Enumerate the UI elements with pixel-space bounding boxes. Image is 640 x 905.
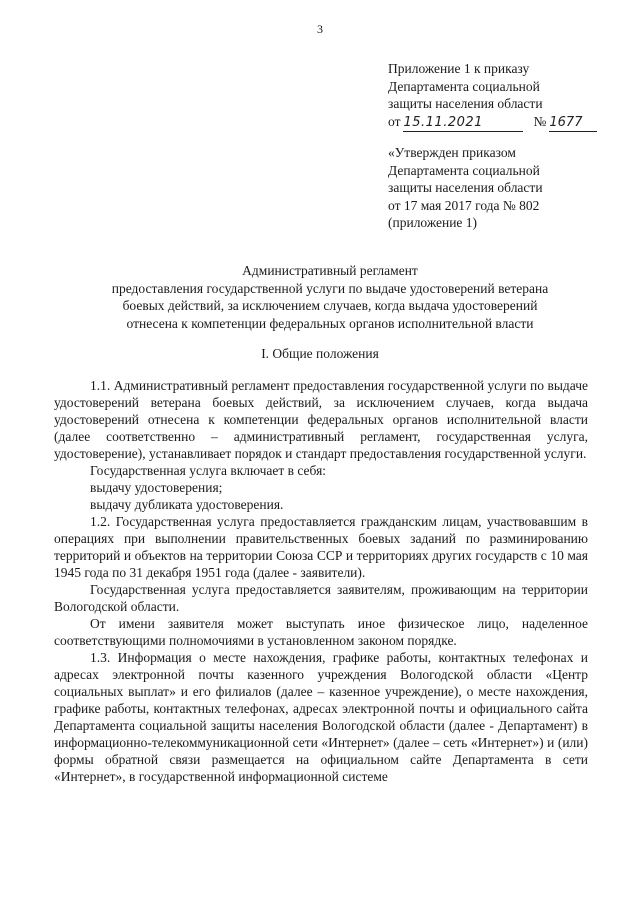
title-line: Административный регламент — [242, 263, 418, 278]
paragraph: выдачу дубликата удостоверения. — [90, 497, 284, 512]
paragraph: 1.1. Административный регламент предоставления государственной услуги по выдаче удостоверений ветерана боевых действий, за исключением случаев, когда выдача удостоверений отнесена к компетенции федеральных органов исполнительной власти (далее соответственно – административный регламент, государственная услуга, удостоверение), устанавливает порядок и стандарт предоставления государственной услуги. — [54, 378, 588, 461]
order-reference — [388, 113, 608, 132]
title-line: предоставления государственной услуги по выдаче удостоверений ветерана — [111, 280, 549, 296]
paragraph: Государственная услуга предоставляется заявителям, проживающим на территории Вологодской области. — [54, 582, 588, 614]
page-number: 3 — [317, 22, 323, 36]
approved-line: Департамента социальной — [388, 162, 540, 178]
approved-line: «Утвержден приказом — [388, 145, 516, 160]
paragraph: 1.2. Государственная услуга предоставляется гражданским лицам, участвовавшим в операциях при выполнении правительственных боевых заданий по разминированию территорий и объектов на территории Союза ССР и территориях других государств с 10 мая 1945 года по 31 декабря 1951 года (далее - заявители). — [54, 514, 588, 580]
approved-line: защиты населения области — [388, 180, 543, 195]
handwritten-number: 1677 — [549, 115, 597, 132]
paragraph: 1.3. Информация о месте нахождения, графике работы, контактных телефонах и адресах электронной почты казенного учреждения Вологодской области «Центр социальных выплат» и его филиалов (далее – казенное учреждение), о месте нахождения, графике работы, контактных телефонах, адресах электронной почты и официального сайта Департамента социальной защиты населения Вологодской области (далее - Департамент) в информационно-телекоммуникационной сети «Интернет» (далее – сеть «Интернет») и (или) формы обратной связи размещается на официальном сайте Департамента в сети «Интернет», в государственной информационной системе — [54, 650, 588, 784]
title-line: боевых действий, за исключением случаев, когда выдача удостоверений — [122, 298, 538, 313]
number-label: № — [533, 113, 547, 129]
approved-line: от 17 мая 2017 года № 802 — [388, 197, 540, 213]
handwritten-date: 15.11.2021 — [403, 115, 523, 132]
approved-block — [388, 144, 608, 232]
paragraph: От имени заявителя может выступать иное физическое лицо, наделенное соответствующими полномочиями в установленном законом порядке. — [54, 616, 588, 648]
appendix-line: Департамента социальной — [388, 78, 540, 94]
paragraph: выдачу удостоверения; — [90, 480, 223, 495]
appendix-line: Приложение 1 к приказу — [388, 61, 530, 76]
approved-line: (приложение 1) — [388, 215, 478, 230]
document-title — [60, 262, 600, 332]
from-label: от — [388, 113, 401, 129]
section-heading: I. Общие положения — [261, 346, 379, 361]
body-text — [54, 377, 588, 785]
paragraph: Государственная услуга включает в себя: — [90, 463, 327, 478]
title-line: отнесена к компетенции федеральных органов исполнительной власти — [126, 315, 534, 331]
appendix-block — [388, 60, 608, 132]
appendix-line: защиты населения области — [388, 96, 543, 111]
